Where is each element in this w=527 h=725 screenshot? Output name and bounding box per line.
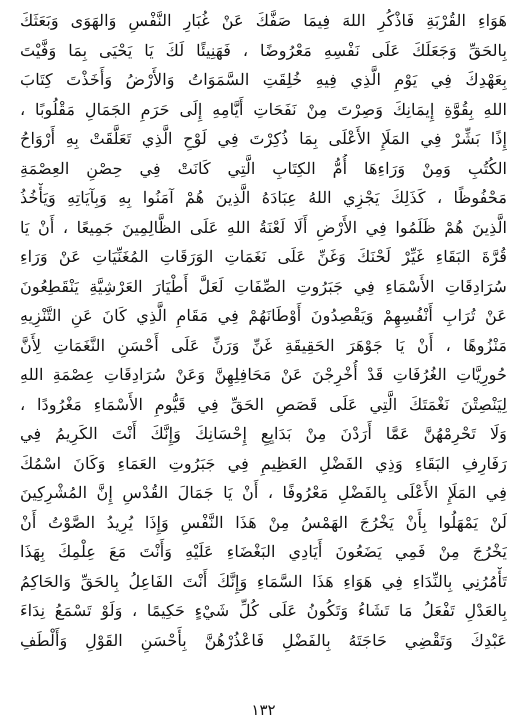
text-line: رَفَارِفِ البَقَاءِ وَذِي الفَضْلِ العَظِيمِ فِي جَبَرُوتِ العَمَاءِ وَكَانَ اسْمُكَ (20, 453, 507, 473)
text-line: تَأْمُرُنِي بِالنِّدَاءِ فِي هَوَاءِ هَذَا السَّمَاءِ وَإِنَّكَ أَنْتَ الفَاعِلُ بِالحَقِّ وَالحَاكِمُ (20, 571, 507, 591)
text-line: لِيَنْصِتْنَ نَغْمَتَكَ الَّتِي عَلَى قَصَصِ الحَقِّ فِي قَيُّومِ الأَسْمَاءِ مَغْرُودًا ، (20, 394, 507, 414)
text-line: عَبْدِكَ وَتَقْضِي حَاجَتَهُ بِالفَضْلِ فَاعْذُرْهُنَّ بِأَحْسَنِ القَوْلِ وَأَلْطَفِ (20, 630, 507, 650)
text-line: بِالعَدْلِ تَفْعَلُ مَا تَشَاءُ وَتَكُونُ عَلَى كُلِّ شَيْءٍ حَكِيمًا ، وَلَوْ تَسْمَعُ نِدَاءَ (20, 601, 507, 620)
page-number: ١٣٢ (251, 701, 276, 719)
body-text (20, 6, 507, 655)
text-line: قُرَّةَ البَقَاءِ غَيِّرْ لَحْنَكَ وَغَنِّ عَلَى نَغَمَاتِ الوَرَقَاتِ المُغَنِّيَاتِ عَنْ وَرَاءِ (20, 247, 507, 266)
text-line: عَنْ تُرَابِ أَنْفُسِهِمْ وَيَقْصِدُونَ أَوْطَانَهُمْ فِي مَقَامِ الَّذِي كَانَ عَنِ التَّنْزِيهِ (20, 306, 507, 325)
text-line: حُورِيَّاتِ الغُرُفَاتِ قَدْ أُخْرِجْنَ عَنْ مَحَافِلِهِنَّ وَعَنْ سُرَادِقَاتِ عِصْمَةِ اللهِ (20, 365, 507, 384)
text-line: سُرَادِقَاتِ الأَسْمَاءِ فِي جَبَرُوتِ الصِّفَاتِ لَعَلَّ أَطْيَارَ العَرْشِيَّةِ يَنْقَطِعُونَ (20, 276, 507, 296)
text-line: مَحْفُوظًا ، كَذَلِكَ يَجْزِي اللهُ عِبَادَهُ الَّذِينَ هُمْ آمَنُوا بِهِ وَبِآيَاتِهِ وَيَأْخُذُ (20, 188, 507, 207)
text-line: هَوَاءِ القُرْبَةِ فَاذْكُرِ اللهَ فِيمَا صَفَّكَ عَنْ غُبَارِ النَّفْسِ وَالهَوَى وَبَعَثَكَ (20, 11, 507, 30)
text-line: الَّذِينَ هُمْ ظَلَمُوا فِي الأَرْضِ أَلَا لَعْنَةُ اللهِ عَلَى الظَّالِمِينَ جَمِيعًا ، أَنْ يَا (20, 217, 507, 237)
text-line: مَنْزُوهًا ، أَنْ يَا جَوْهَرَ الحَقِيقَةِ غَنِّ وَرَنِّ عَلَى أَحْسَنِ النَّغَمَاتِ لِأَنَّ (20, 335, 507, 355)
text-line: إِذًا بَشِّرْ فِي المَلَإِ الأَعْلَى بِمَا ذُكِرْتَ فِي لَوْحِ الَّذِي تَعَلَّقَتْ بِهِ أَرْوَاحُ (20, 129, 507, 148)
text-line: وَلَا تَحْرِمْهُنَّ عَمَّا أَرَدْنَ مِنْ بَدَايِعِ إِحْسَانِكَ وَإِنَّكَ أَنْتَ الكَرِيمُ فِي (20, 424, 507, 443)
text-line: لَنْ يَمْهَلُوا بِأَنْ يَخْرُجَ الهَمْسُ مِنْ هَذَا النَّفْسِ وَإِذَا يُرِيدُ الصَّوْتُ أَنْ (20, 512, 507, 532)
text-line: الكُتُبِ وَمِنْ وَرَاءِهَا أُمُّ الكِتَابِ الَّتِي كَانَتْ فِي حِصْنِ العِصْمَةِ (20, 158, 507, 178)
text-line: فِي المَلَإِ الأَعْلَى بِالفَضْلِ مَعْرُوفًا ، أَنْ يَا جَمَالَ القُدْسِ إِنَّ المُشْرِكِينَ (20, 483, 507, 502)
text-line: بِعَهْدِكَ فِي يَوْمِ الَّذِي فِيهِ خُلِقَتِ السَّمَوَاتُ وَالأَرْضُ وَأَخَذْتَ كِتَابَ (20, 70, 507, 89)
text-line: اللهِ بِقُوَّةِ إِيمَانِكَ وَصِرْتَ مِنْ نَفَحَاتِ أَيَّامِهِ إِلَى حَرَمِ الجَمَالِ مَقْلُوبًا ، (20, 99, 507, 119)
text-line: بِالحَقِّ وَجَعَلَكَ عَلَى نَفْسِهِ مَعْرُوضًا ، فَهَنِيئًا لَكَ يَا يَحْيَى بِمَا وَفَّيْتَ (20, 40, 507, 60)
text-line: يَخْرُجَ مِنْ فَمِي يَضَعُونَ أَيَادِي البَغْضَاءِ عَلَيْهِ وَأَنْتَ مَعَ عِلْمِكَ بِهَذَا (20, 542, 507, 561)
